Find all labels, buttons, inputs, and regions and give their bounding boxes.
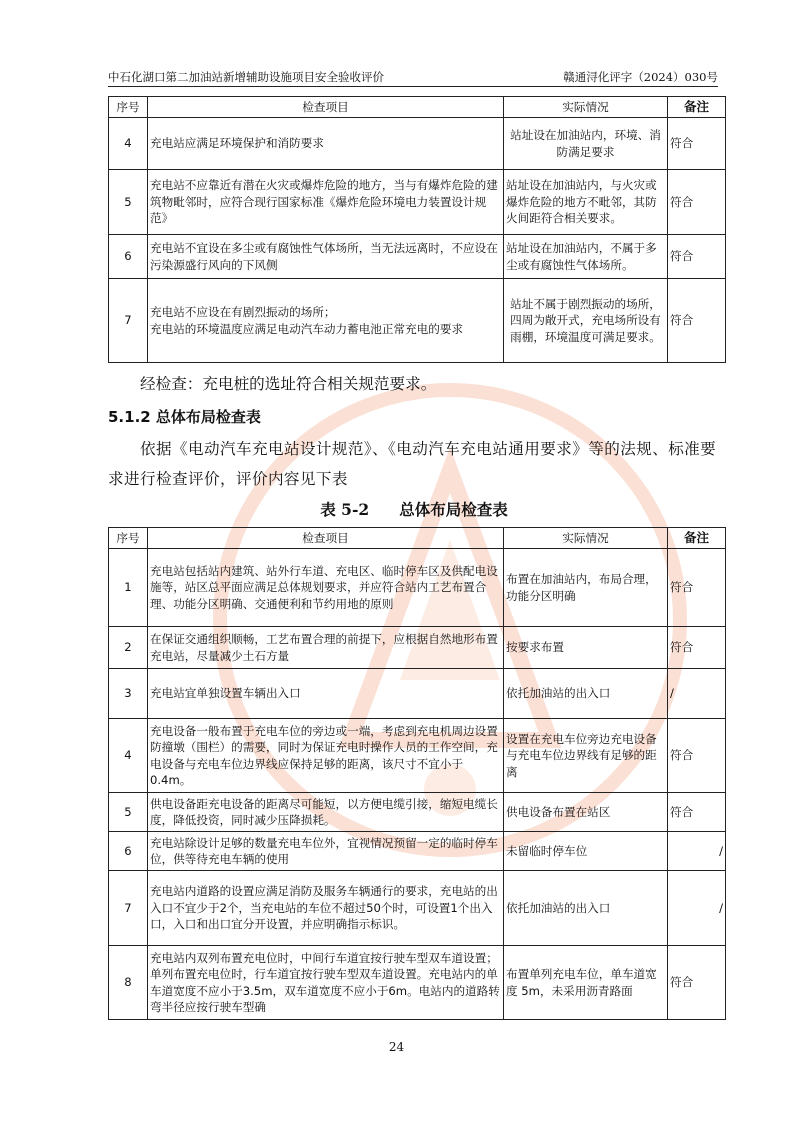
table-row bbox=[109, 719, 726, 793]
row-note: 符合 bbox=[668, 118, 726, 170]
row-no: 5 bbox=[109, 170, 148, 235]
table-row bbox=[109, 832, 726, 871]
header-note: 备注 bbox=[668, 97, 726, 118]
row-note: / bbox=[668, 832, 726, 871]
page-number: 24 bbox=[388, 1040, 405, 1054]
row-item: 充电站除设计足够的数量充电车位外，宜视情况预留一定的临时停车位，供等待充电车辆的使用 bbox=[148, 832, 504, 871]
row-item: 在保证交通组织顺畅，工艺布置合理的前提下，应根据自然地形布置充电站，尽量减少土石方量 bbox=[148, 627, 504, 669]
row-item: 充电站内双列布置充电位时，中间行车道宜按行驶车型双车道设置；单列布置充电位时，行车道宜按行驶车型双车道设置。充电站内的单车道宽度不应小于3.5m，双车道宽度不应小于6m。电站内的道路转弯半径应按行驶车型确 bbox=[148, 946, 504, 1020]
row-note: 符合 bbox=[668, 946, 726, 1020]
row-actual: 站址设在加油站内，不属于多尘或有腐蚀性气体场所。 bbox=[504, 235, 668, 279]
conclusion-text: 经检查：充电桩的选址符合相关规范要求。 bbox=[140, 375, 437, 393]
section-heading: 5.1.2 总体布局检查表 bbox=[108, 408, 261, 426]
header-project-title: 中石化湖口第二加油站新增辅助设施项目安全验收评价 bbox=[108, 70, 384, 84]
row-actual: 依托加油站的出入口 bbox=[504, 669, 668, 719]
table-caption bbox=[108, 498, 720, 520]
row-item: 充电站内道路的设置应满足消防及服务车辆通行的要求，充电站的出入口不宜少于2个，当充电站的车位不超过50个时，可设置1个出入口，入口和出口宜分开设置，并应明确指示标识。 bbox=[148, 871, 504, 946]
row-item: 充电设备一般布置于充电车位的旁边或一端，考虑到充电机周边设置防撞墩（围栏）的需要，同时为保证充电时操作人员的工作空间，充电设备与充电车位边界线应保持足够的距离，该尺寸不宜小于0.4m。 bbox=[148, 719, 504, 793]
row-actual: 布置在加油站内，布局合理，功能分区明确 bbox=[504, 549, 668, 627]
row-no: 8 bbox=[109, 946, 148, 1020]
row-item: 充电站应满足环境保护和消防要求 bbox=[148, 118, 504, 170]
table-row bbox=[109, 235, 726, 279]
header-no: 序号 bbox=[109, 97, 148, 118]
row-note: / bbox=[668, 669, 726, 719]
header-actual: 实际情况 bbox=[504, 97, 668, 118]
row-no: 7 bbox=[109, 279, 148, 363]
table-row bbox=[109, 279, 726, 363]
header-no: 序号 bbox=[109, 528, 148, 549]
row-item: 充电站宜单独设置车辆出入口 bbox=[148, 669, 504, 719]
row-actual: 站址设在加油站内，环境、消防满足要求 bbox=[504, 118, 668, 170]
table-row bbox=[109, 549, 726, 627]
row-item: 充电站不宜设在多尘或有腐蚀性气体场所，当无法远离时，不应设在污染源盛行风向的下风侧 bbox=[148, 235, 504, 279]
site-check-table bbox=[108, 96, 726, 363]
table-row bbox=[109, 627, 726, 669]
row-actual: 依托加油站的出入口 bbox=[504, 871, 668, 946]
row-no: 3 bbox=[109, 669, 148, 719]
row-note: 符合 bbox=[668, 719, 726, 793]
row-item: 充电站不应靠近有潜在火灾或爆炸危险的地方，当与有爆炸危险的建筑物毗邻时，应符合现行国家标准《爆炸危险环境电力装置设计规范》 bbox=[148, 170, 504, 235]
row-actual: 布置单列充电车位，单车道宽度 5m，未采用沥青路面 bbox=[504, 946, 668, 1020]
row-item: 供电设备距充电设备的距离尽可能短，以方便电缆引接，缩短电缆长度，降低投资，同时减少压降损耗。 bbox=[148, 793, 504, 832]
table-row bbox=[109, 793, 726, 832]
row-actual: 未留临时停车位 bbox=[504, 832, 668, 871]
row-note: 符合 bbox=[668, 627, 726, 669]
caption-title: 总体布局检查表 bbox=[399, 500, 508, 519]
table-row bbox=[109, 118, 726, 170]
layout-check-table bbox=[108, 527, 726, 1020]
row-note: 符合 bbox=[668, 279, 726, 363]
row-actual: 按要求布置 bbox=[504, 627, 668, 669]
row-item: 充电站包括站内建筑、站外行车道、充电区、临时停车区及供配电设施等，站区总平面应满足总体规划要求，并应符合站内工艺布置合理、功能分区明确、交通便利和节约用地的原则 bbox=[148, 549, 504, 627]
row-note: 符合 bbox=[668, 235, 726, 279]
row-no: 6 bbox=[109, 235, 148, 279]
header-item: 检查项目 bbox=[148, 528, 504, 549]
table-row bbox=[109, 871, 726, 946]
header-report-number: 赣通浔化评字（2024）030号 bbox=[563, 70, 718, 84]
row-actual: 设置在充电车位旁边充电设备与充电车位边界线有足够的距离 bbox=[504, 719, 668, 793]
row-item: 充电站不应设在有剧烈振动的场所； 充电站的环境温度应满足电动汽车动力蓄电池正常充电的要求 bbox=[148, 279, 504, 363]
table-row bbox=[109, 946, 726, 1020]
row-no: 2 bbox=[109, 627, 148, 669]
row-actual: 站址不属于剧烈振动的场所，四周为敞开式，充电场所设有雨棚，环境温度可满足要求。 bbox=[504, 279, 668, 363]
row-actual: 站址设在加油站内，与火灾或爆炸危险的地方不毗邻，其防火间距符合相关要求。 bbox=[504, 170, 668, 235]
row-no: 5 bbox=[109, 793, 148, 832]
row-note: 符合 bbox=[668, 793, 726, 832]
table-row bbox=[109, 669, 726, 719]
row-note: / bbox=[668, 871, 726, 946]
caption-number: 表 5-2 bbox=[320, 500, 370, 519]
row-no: 4 bbox=[109, 118, 148, 170]
table-header-row bbox=[109, 528, 726, 549]
row-no: 6 bbox=[109, 832, 148, 871]
row-actual: 供电设备布置在站区 bbox=[504, 793, 668, 832]
row-note: 符合 bbox=[668, 170, 726, 235]
row-note: 符合 bbox=[668, 549, 726, 627]
header-item: 检查项目 bbox=[148, 97, 504, 118]
header-actual: 实际情况 bbox=[504, 528, 668, 549]
page-header bbox=[108, 66, 718, 87]
header-note: 备注 bbox=[668, 528, 726, 549]
table-row bbox=[109, 170, 726, 235]
row-no: 4 bbox=[109, 719, 148, 793]
row-no: 7 bbox=[109, 871, 148, 946]
row-no: 1 bbox=[109, 549, 148, 627]
table-header-row bbox=[109, 97, 726, 118]
body-paragraph: 依据《电动汽车充电站设计规范》、《电动汽车充电站通用要求》等的法规、标准要求进行检查评价，评价内容见下表 bbox=[108, 440, 717, 488]
